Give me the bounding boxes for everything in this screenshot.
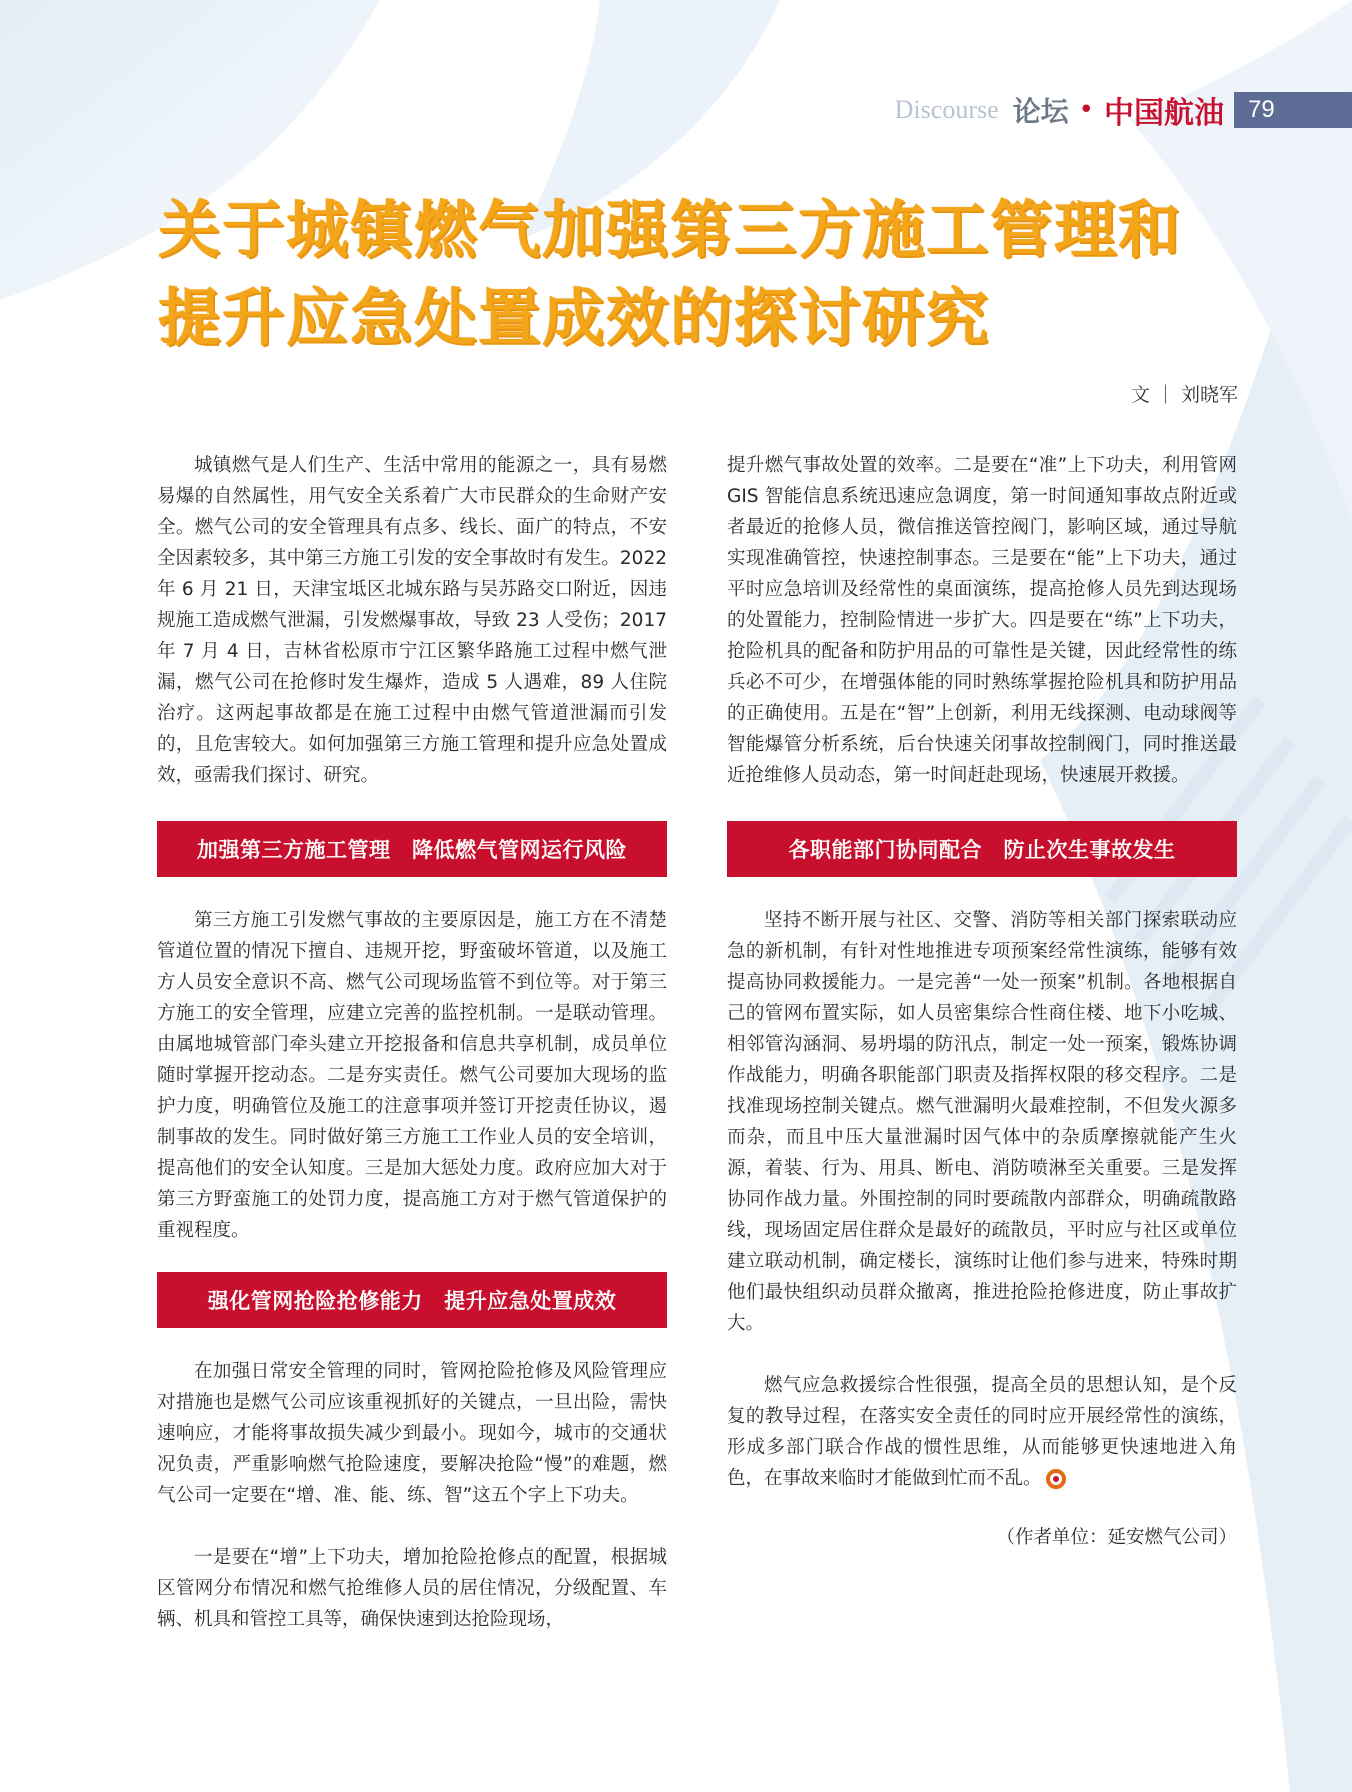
section-label-cn: 论坛	[1012, 95, 1069, 128]
section-3-body: 坚持不断开展与社区、交警、消防等相关部门探索联动应急的新机制，有针对性地推进专项预案经常性演练，能够有效提高协同救援能力。一是完善“一处一预案”机制。各地根据自己的管网布置实际，如人员密集综合性商住楼、地下小吃城、相邻管沟涵洞、易坍塌的防汛点，制定一处一预案，锻炼协调作战能力，明确各职能部门职责及指挥权限的移交程序。二是找准现场控制关键点。燃气泄漏明火最难控制，不但发火源多而杂，而且中压大量泄漏时因气体中的杂质摩擦就能产生火源，着装、行为、用具、断电、消防喷淋至关重要。三是发挥协同作战力量。外围控制的同时要疏散内部群众，明确疏散路线，现场固定居住群众是最好的疏散员，平时应与社区或单位建立联动机制，确定楼长，演练时让他们参与进来，特殊时期他们最快组织动员群众撤离，推进抢险抢修进度，防止事故扩大。	[727, 910, 1237, 1334]
magazine-brand: 中国航油	[1104, 96, 1224, 131]
page-number: 79	[1234, 92, 1352, 128]
author-byline: 文 ｜ 刘晓军	[1130, 384, 1238, 406]
running-header	[894, 92, 1352, 131]
section-heading-1: 加强第三方施工管理 降低燃气管网运行风险	[157, 821, 667, 877]
conclusion-text: 燃气应急救援综合性很强，提高全员的思想认知，是个反复的教导过程，在落实安全责任的同时应开展经常性的演练，形成多部门联合作战的惯性思维，从而能够更快速地进入角色，在事故来临时才能做到忙而不乱。	[727, 1375, 1237, 1489]
section-2-body-1: 在加强日常安全管理的同时，管网抢险抢修及风险管理应对措施也是燃气公司应该重视抓好的关键点，一旦出险，需快速响应，才能将事故损失减少到最小。现如今，城市的交通状况负责，严重影响燃气抢险速度，要解决抢险“慢”的难题，燃气公司一定要在“增、准、能、练、智”这五个字上下功夫。	[157, 1361, 667, 1506]
continued-paragraph: 提升燃气事故处置的效率。二是要在“准”上下功夫，利用管网 GIS 智能信息系统迅速应急调度，第一时间通知事故点附近或者最近的抢修人员，微信推送管控阀门，影响区域，通过导航实现准确管控，快速控制事态。三是要在“能”上下功夫，通过平时应急培训及经常性的桌面演练，提高抢修人员先到达现场的处置能力，控制险情进一步扩大。四是要在“练”上下功夫，抢险机具的配备和防护用品的可靠性是关键，因此经常性的练兵必不可少，在增强体能的同时熟练掌握抢险机具和防护用品的正确使用。五是在“智”上创新，利用无线探测、电动球阀等智能爆管分析系统，后台快速关闭事故控制阀门，同时推送最近抢维修人员动态，第一时间赶赴现场，快速展开救援。	[727, 455, 1237, 786]
left-column	[157, 450, 667, 1635]
end-mark-icon	[1046, 1469, 1066, 1489]
intro-paragraph: 城镇燃气是人们生产、生活中常用的能源之一，具有易燃易爆的自然属性，用气安全关系着广大市民群众的生命财产安全。燃气公司的安全管理具有点多、线长、面广的特点，不安全因素较多，其中第三方施工引发的安全事故时有发生。2022 年 6 月 21 日，天津宝坻区北城东路与吴苏路交口附近，因违规施工造成燃气泄漏，引发燃爆事故，导致 23 人受伤；2017 年 7 月 4 日，吉林省松原市宁江区繁华路施工过程中燃气泄漏，燃气公司在抢修时发生爆炸，造成 5 人遇难，89 人住院治疗。这两起事故都是在施工过程中由燃气管道泄漏而引发的，且危害较大。如何加强第三方施工管理和提升应急处置成效，亟需我们探讨、研究。	[157, 455, 667, 786]
section-label-en: Discourse	[894, 95, 999, 124]
header-separator: •	[1078, 95, 1094, 125]
right-column	[727, 450, 1237, 1553]
section-1-body: 第三方施工引发燃气事故的主要原因是，施工方在不清楚管道位置的情况下擅自、违规开挖，野蛮破坏管道，以及施工方人员安全意识不高、燃气公司现场监管不到位等。对于第三方施工的安全管理，应建立完善的监控机制。一是联动管理。由属地城管部门牵头建立开挖报备和信息共享机制，成员单位随时掌握开挖动态。二是夯实责任。燃气公司要加大现场的监护力度，明确管位及施工的注意事项并签订开挖责任协议，遏制事故的发生。同时做好第三方施工工作业人员的安全培训，提高他们的安全认知度。三是加大惩处力度。政府应加大对于第三方野蛮施工的处罚力度，提高施工方对于燃气管道保护的重视程度。	[157, 910, 667, 1241]
article-title	[158, 186, 1268, 362]
title-line-2: 提升应急处置成效的探讨研究	[158, 281, 991, 354]
section-heading-2: 强化管网抢险抢修能力 提升应急处置成效	[157, 1272, 667, 1328]
author-affiliation: （作者单位：延安燃气公司）	[996, 1527, 1237, 1548]
section-heading-3: 各职能部门协同配合 防止次生事故发生	[727, 821, 1237, 877]
title-line-1: 关于城镇燃气加强第三方施工管理和	[158, 193, 1183, 266]
conclusion-paragraph	[727, 1370, 1237, 1494]
section-2-body-2: 一是要在“增”上下功夫，增加抢险抢修点的配置，根据城区管网分布情况和燃气抢维修人员的居住情况，分级配置、车辆、机具和管控工具等，确保快速到达抢险现场，	[157, 1547, 667, 1630]
